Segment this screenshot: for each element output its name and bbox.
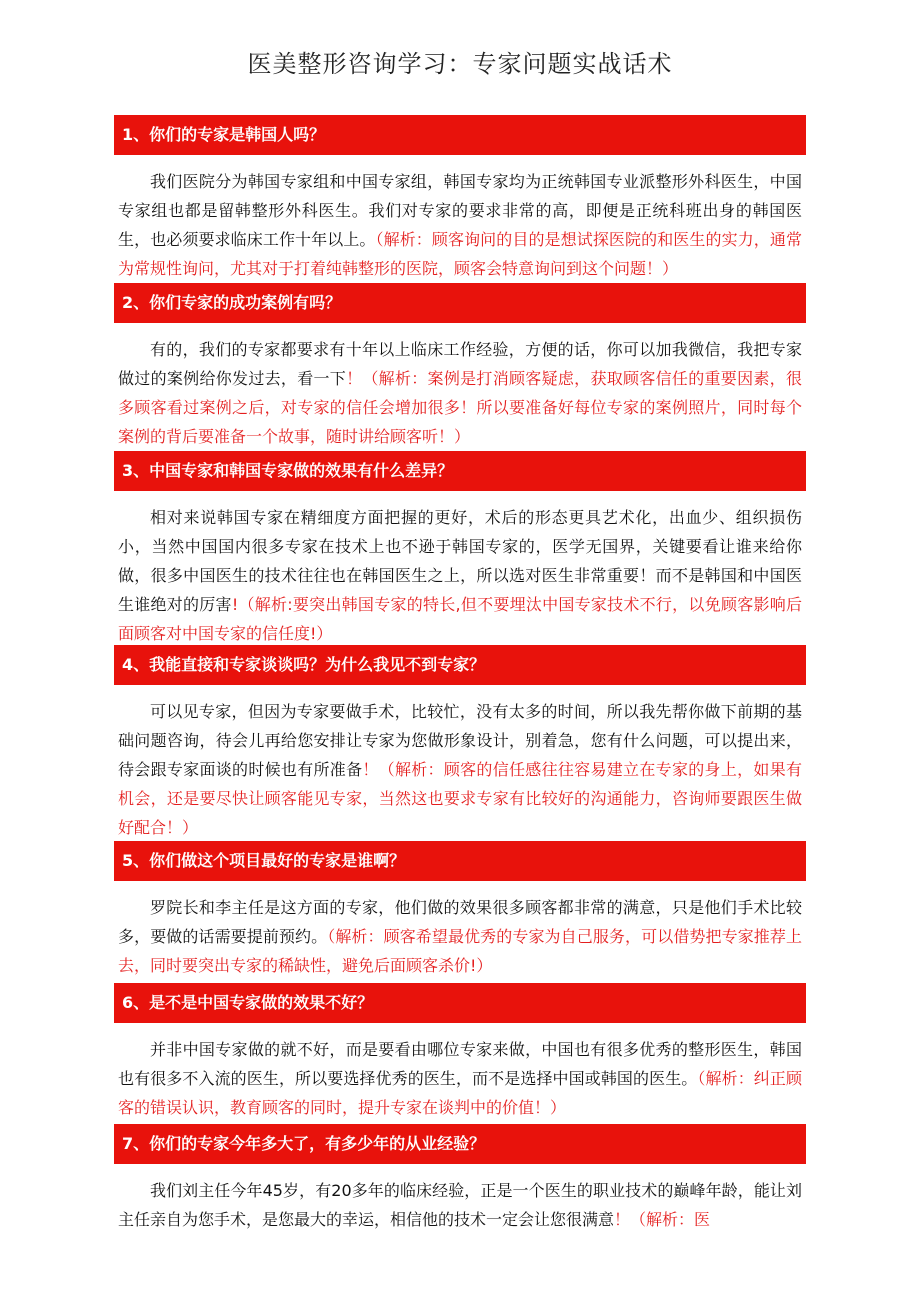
qa-section-6	[114, 983, 806, 1122]
question-heading: 2、你们专家的成功案例有吗？	[114, 283, 806, 323]
question-heading: 6、是不是中国专家做的效果不好？	[114, 983, 806, 1023]
answer-text: 我们刘主任今年45岁，有20多年的临床经验，正是一个医生的职业技术的巅峰年龄，能让刘主任亲自为您手术，是您最大的幸运，相信他的技术一定会让您很满意	[118, 1181, 802, 1229]
answer-paragraph	[114, 1176, 806, 1234]
answer-text: 可以见专家，但因为专家要做手术，比较忙，没有太多的时间，所以我先帮你做下前期的基础问题咨询，待会儿再给您安排让专家为您做形象设计，别着急，您有什么问题，可以提出来，待会跟专家面谈的时候也有所准备	[118, 702, 802, 779]
answer-text: 相对来说韩国专家在精细度方面把握的更好，术后的形态更具艺术化，出血少、组织损伤小，当然中国国内很多专家在技术上也不逊于韩国专家的，医学无国界，关键要看让谁来给你做，很多中国医生的技术往往也在韩国医生之上，所以选对医生非常重要！而不是韩国和中国医生谁绝对的厉害	[118, 508, 802, 614]
question-heading: 1、你们的专家是韩国人吗？	[114, 115, 806, 155]
qa-section-1	[114, 115, 806, 283]
analysis-note: （解析：纠正顾客的错误认识，教育顾客的同时，提升专家在谈判中的价值！）	[118, 1069, 802, 1117]
analysis-note: ！（解析：医	[614, 1210, 711, 1229]
answer-paragraph	[114, 1035, 806, 1122]
analysis-note: ！（解析：顾客的信任感往往容易建立在专家的身上，如果有机会，还是要尽快让顾客能见专家，当然这也要求专家有比较好的沟通能力，咨询师要跟医生做好配合！）	[118, 760, 802, 837]
qa-section-7	[114, 1124, 806, 1234]
analysis-note: ！（解析：案例是打消顾客疑虑，获取顾客信任的重要因素，很多顾客看过案例之后，对专家的信任会增加很多！所以要准备好每位专家的案例照片，同时每个案例的背后要准备一个故事，随时讲给顾客听！）	[118, 369, 802, 446]
analysis-note: !（解析:要突出韩国专家的特长,但不要埋汰中国专家技术不行，以免顾客影响后面顾客对中国专家的信任度!）	[118, 595, 802, 643]
qa-section-5	[114, 841, 806, 980]
analysis-note: （解析：顾客询问的目的是想试探医院的和医生的实力，通常为常规性询问，尤其对于打着纯韩整形的医院，顾客会特意询问到这个问题！）	[118, 230, 802, 278]
question-heading: 7、你们的专家今年多大了，有多少年的从业经验？	[114, 1124, 806, 1164]
answer-paragraph	[114, 335, 806, 451]
answer-paragraph	[114, 503, 806, 648]
answer-paragraph	[114, 697, 806, 842]
answer-paragraph	[114, 893, 806, 980]
question-heading: 5、你们做这个项目最好的专家是谁啊？	[114, 841, 806, 881]
answer-text: 罗院长和李主任是这方面的专家，他们做的效果很多顾客都非常的满意，只是他们手术比较多，要做的话需要提前预约。	[118, 898, 802, 946]
answer-text: 并非中国专家做的就不好，而是要看由哪位专家来做，中国也有很多优秀的整形医生，韩国也有很多不入流的医生，所以要选择优秀的医生，而不是选择中国或韩国的医生。	[118, 1040, 802, 1088]
qa-section-2	[114, 283, 806, 451]
analysis-note: （解析：顾客希望最优秀的专家为自己服务，可以借势把专家推荐上去，同时要突出专家的稀缺性，避免后面顾客杀价!）	[118, 927, 802, 975]
answer-text: 有的，我们的专家都要求有十年以上临床工作经验，方便的话，你可以加我微信，我把专家做过的案例给你发过去，看一下	[118, 340, 802, 388]
question-heading: 3、中国专家和韩国专家做的效果有什么差异？	[114, 451, 806, 491]
qa-section-3	[114, 451, 806, 648]
answer-text: 我们医院分为韩国专家组和中国专家组，韩国专家均为正统韩国专业派整形外科医生，中国专家组也都是留韩整形外科医生。我们对专家的要求非常的高，即便是正统科班出身的韩国医生，也必须要求临床工作十年以上。	[118, 172, 802, 249]
question-heading: 4、我能直接和专家谈谈吗？为什么我见不到专家？	[114, 645, 806, 685]
answer-paragraph	[114, 167, 806, 283]
page-title: 医美整形咨询学习：专家问题实战话术	[247, 50, 673, 78]
qa-section-4	[114, 645, 806, 842]
